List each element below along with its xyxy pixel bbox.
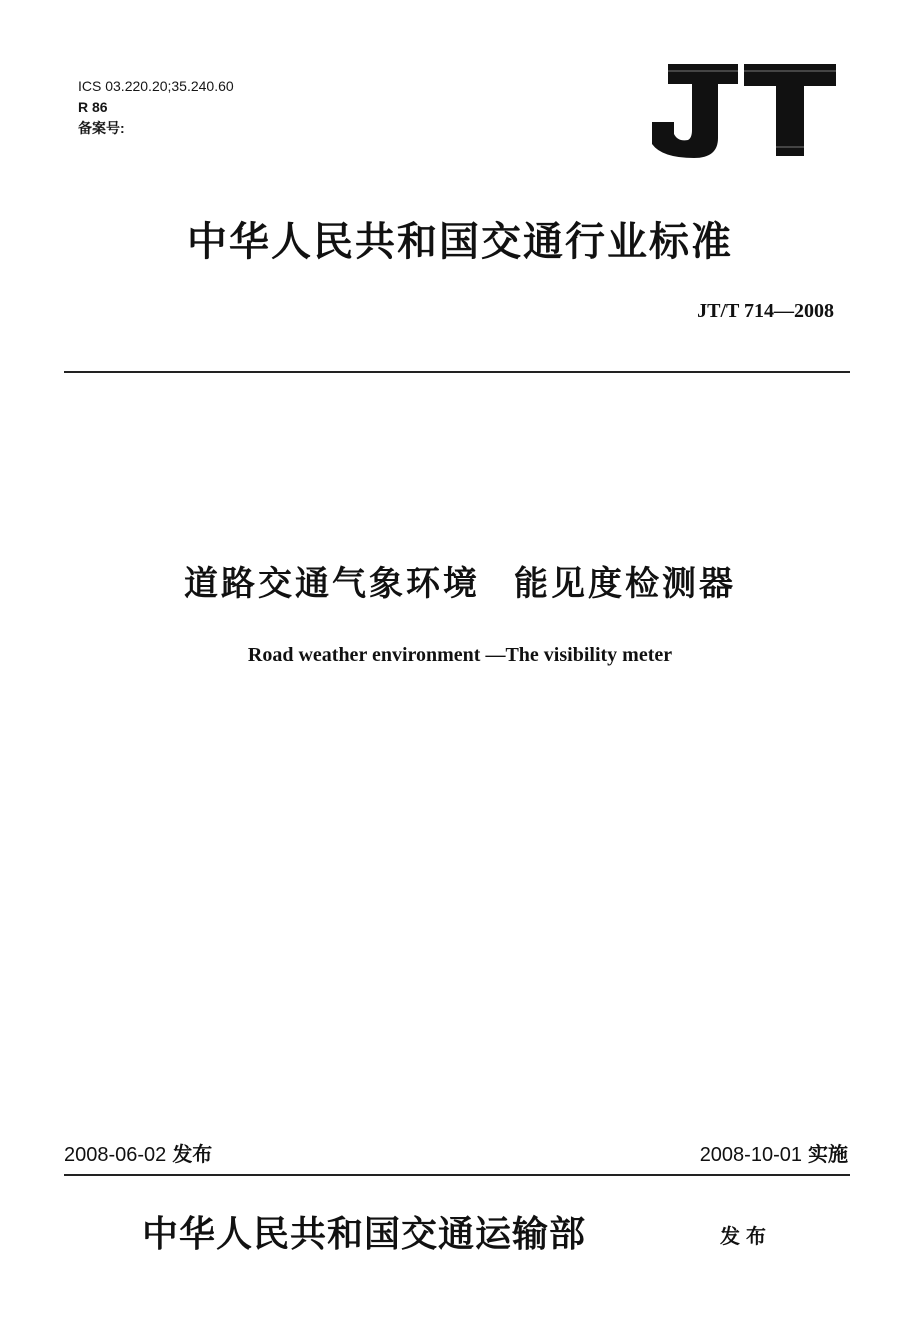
publish-label: 发布	[720, 1224, 772, 1248]
document-title-english: Road weather environment —The visibility meter	[247, 644, 673, 666]
standard-code: JT/T 714—2008	[697, 300, 834, 322]
jt-logo	[648, 60, 838, 160]
jt-logo-graphic	[648, 60, 838, 160]
document-title-chinese	[60, 556, 860, 605]
issue-label: 发布	[172, 1142, 213, 1166]
issue-date: 2008-06-02	[64, 1144, 167, 1166]
issue-date-line	[64, 1138, 212, 1167]
filing-number-label: 备案号:	[78, 120, 125, 136]
document-title-part1: 道路交通气象环境	[184, 564, 480, 604]
implement-date-line	[700, 1138, 848, 1167]
classification-block	[78, 76, 234, 139]
implement-label: 实施	[808, 1142, 848, 1166]
ics-code: ICS 03.220.20;35.240.60	[78, 78, 234, 94]
ccs-code: R 86	[78, 99, 108, 115]
publisher-name: 中华人民共和国交通运输部	[142, 1213, 587, 1255]
document-title-part2: 能见度检测器	[514, 564, 736, 604]
footer-divider	[64, 1174, 850, 1176]
standard-category-title: 中华人民共和国交通行业标准	[187, 218, 733, 265]
header-divider	[64, 371, 850, 373]
implement-date: 2008-10-01	[699, 1144, 802, 1166]
